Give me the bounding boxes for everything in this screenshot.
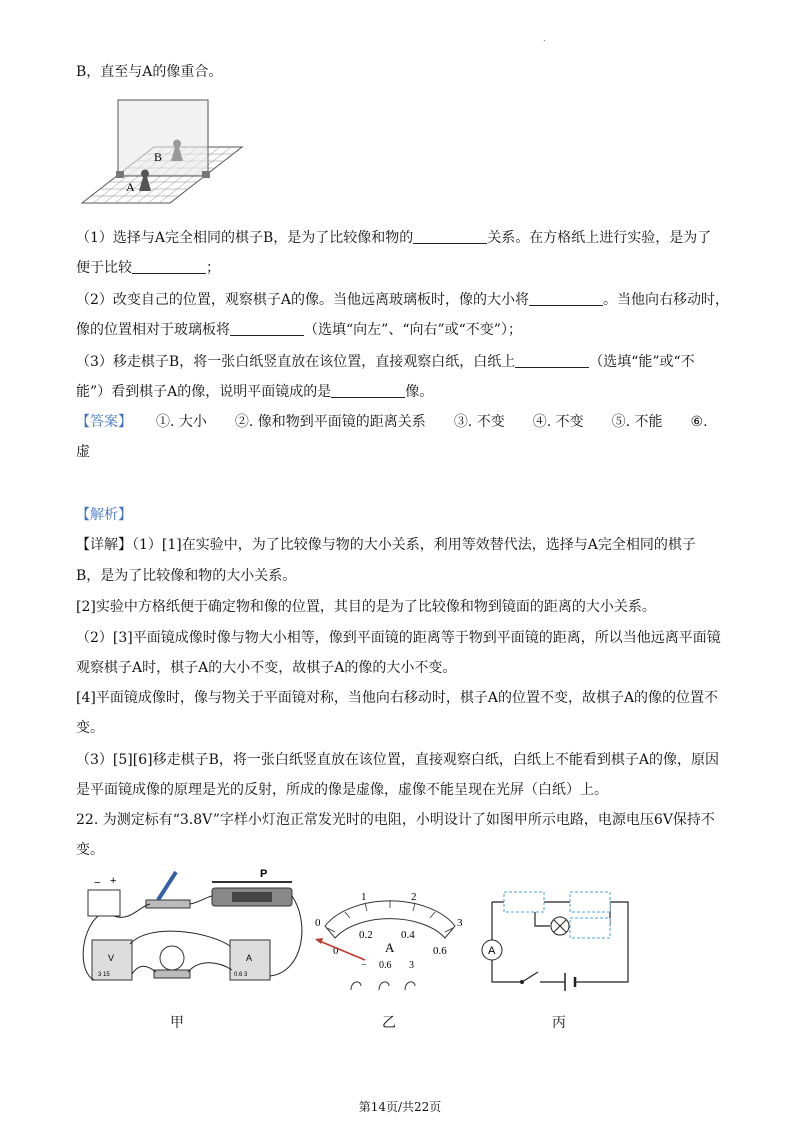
- blank-4[interactable]: [230, 321, 304, 336]
- q3-line-1: （3）移走棋子B，将一张白纸竖直放在该位置，直接观察白纸，白纸上 （选填“能”或“不: [76, 354, 695, 370]
- circuit-jia-figure: [70, 862, 310, 992]
- dashed-box-1: [504, 892, 544, 912]
- answer-1: ①. 大小: [156, 414, 207, 430]
- dial-unit-label: A: [385, 940, 395, 955]
- ammeter-terminals: 0.6 3: [234, 972, 248, 978]
- detail-line-2: B，是为了比较像和物的大小关系。: [76, 568, 297, 584]
- answer-3: ③. 不变: [453, 414, 505, 430]
- detail-line-9: 是平面镜成像的原理是光的反射，所成的像是虚像，虚像不能呈现在光屏（白纸）上。: [76, 782, 608, 798]
- bulb-icon: [160, 946, 184, 970]
- detail-line-6: [4]平面镜成像时，像与物关于平面镜对称，当他向右移动时，棋子A的位置不变，故棋子A的像的位置不: [76, 690, 719, 706]
- dial-top-2: 2: [411, 891, 417, 903]
- answer-2: ②. 像和物到平面镜的距离关系: [234, 414, 426, 430]
- dial-bottom-0-2: 0.2: [359, 929, 373, 941]
- blank-6[interactable]: [331, 383, 405, 398]
- dial-top-1: 1: [361, 891, 367, 903]
- caption-bing: 丙: [552, 1015, 566, 1031]
- intro-line: B，直至与A的像重合。: [76, 64, 223, 80]
- answer-4: ④. 不变: [532, 414, 584, 430]
- caption-jia: 甲: [170, 1015, 184, 1031]
- voltmeter-label: V: [108, 953, 115, 963]
- terminal-minus-label: −: [361, 960, 367, 971]
- q1-line-2: 便于比较 ；: [76, 260, 220, 276]
- answer-line: [76, 412, 708, 432]
- dial-top-3: 3: [457, 917, 463, 929]
- mirror-grid-figure: [74, 95, 244, 215]
- terminal-0-6-label: 0.6: [379, 960, 392, 971]
- analysis-tag: 【解析】: [76, 507, 132, 523]
- answer-6: ⑥.: [690, 414, 708, 430]
- dial-bottom-0-6: 0.6: [433, 945, 447, 957]
- q3-line-2: 能”）看到棋子A的像，说明平面镜成的是 像。: [76, 384, 434, 400]
- switch-lever-icon: [158, 872, 176, 900]
- detail-line-3: [2]实验中方格纸便于确定物和像的位置，其目的是为了比较像和物到镜面的距离的大小关系。: [76, 599, 656, 615]
- answer-tag: 【答案】: [76, 414, 132, 430]
- dashed-box-2: [570, 892, 610, 912]
- detail-line-8: （3）[5][6]移走棋子B，将一张白纸竖直放在该位置，直接观察白纸，白纸上不能看到棋子A的像，原因: [76, 752, 719, 768]
- battery-plus-label: +: [110, 875, 117, 887]
- circuit-bing-figure: [470, 882, 640, 992]
- detail-line-5: 观察棋子A时，棋子A的大小不变，故棋子A的像的大小不变。: [76, 660, 457, 676]
- ammeter-dial-figure: [305, 882, 475, 1002]
- answer-continuation: 虚: [76, 444, 90, 460]
- blank-3[interactable]: [529, 291, 603, 306]
- battery-minus-label: −: [94, 877, 101, 889]
- ammeter-symbol-label: A: [488, 945, 496, 957]
- ammeter-label: A: [246, 953, 253, 963]
- detail-line-1: 【详解】（1）[1]在实验中，为了比较像与物的大小关系，利用等效替代法，选择与A完全相同的棋子: [76, 537, 696, 553]
- caption-yi: 乙: [382, 1015, 396, 1031]
- q1-line-1: （1）选择与A完全相同的棋子B，是为了比较像和物的 关系。在方格纸上进行实验，是为了: [76, 230, 712, 246]
- detail-line-7: 变。: [76, 720, 104, 736]
- q2-line-2: 像的位置相对于玻璃板将 （选填“向左”、“向右”或“不变”）；: [76, 322, 522, 338]
- piece-a-label: A: [126, 180, 135, 194]
- blank-2[interactable]: [132, 259, 206, 274]
- dial-needle-icon: [317, 940, 365, 960]
- dial-bottom-0-4: 0.4: [401, 929, 415, 941]
- page-footer: 第14页/共22页: [358, 1100, 442, 1114]
- q22-line-2: 变。: [76, 842, 104, 858]
- dial-top-0: 0: [315, 917, 321, 929]
- voltmeter-terminals: 3 15: [98, 972, 110, 978]
- terminal-3-label: 3: [409, 960, 414, 971]
- answer-5: ⑤. 不能: [611, 414, 663, 430]
- slider-p-label: P: [260, 868, 268, 880]
- detail-line-4: （2）[3]平面镜成像时像与物大小相等，像到平面镜的距离等于物到平面镜的距离，所以当他远离平面镜: [76, 630, 721, 646]
- switch-base-icon: [146, 900, 190, 908]
- blank-5[interactable]: [515, 353, 589, 368]
- blank-1[interactable]: [413, 229, 487, 244]
- piece-b-label: B: [154, 150, 163, 164]
- q2-line-1: （2）改变自己的位置，观察棋子A的像。当他远离玻璃板时，像的大小将 。当他向右移动时，: [76, 292, 730, 308]
- stray-dot: .: [543, 34, 546, 43]
- q22-line-1: 22. 为测定标有“3.8V”字样小灯泡正常发光时的电阻，小明设计了如图甲所示电路，电源电压6V保持不: [76, 812, 715, 828]
- battery-icon: [88, 890, 120, 916]
- dashed-box-3: [570, 918, 610, 938]
- dial-bottom-0: 0: [333, 945, 339, 957]
